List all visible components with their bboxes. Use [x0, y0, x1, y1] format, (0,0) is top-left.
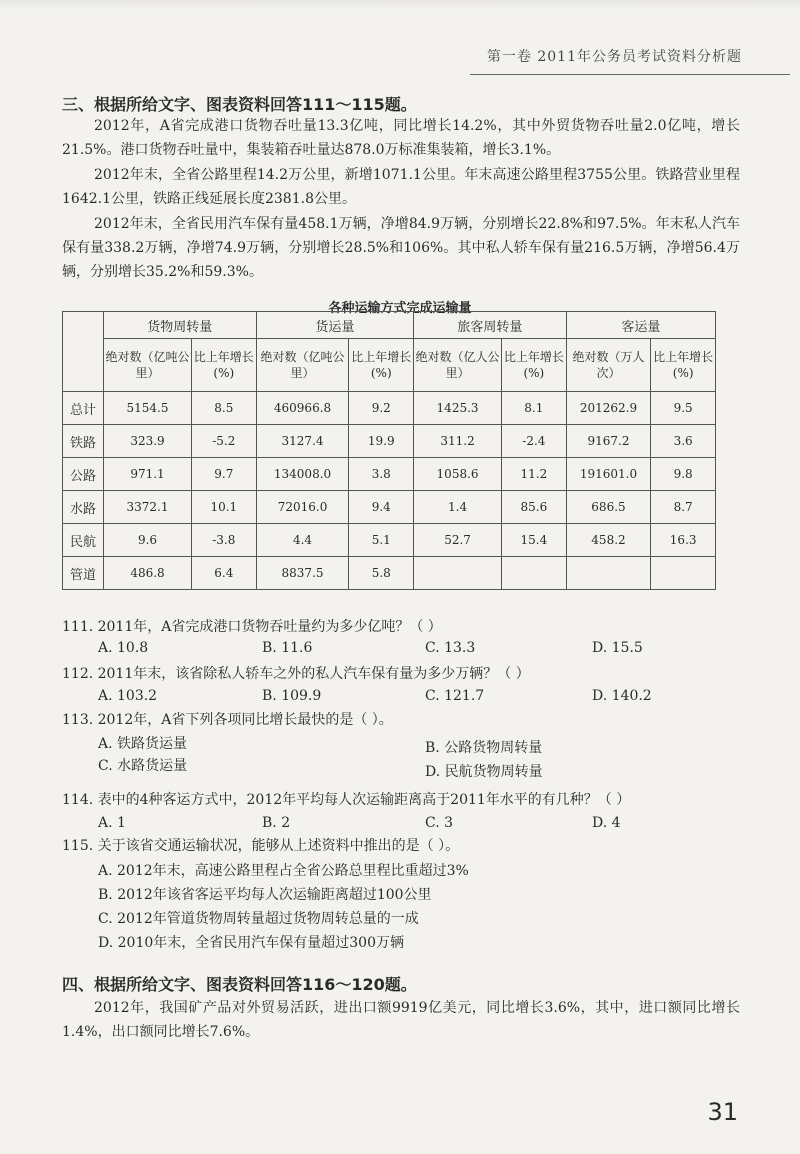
- table-body: [63, 392, 716, 590]
- section-4-paragraph: 2012年，我国矿产品对外贸易活跃，进出口额9919亿美元，同比增长3.6%，其中，进口额同比增长1.4%，出口额同比增长7.6%。: [62, 1000, 740, 1040]
- row-label: 民航: [63, 524, 104, 557]
- question-113-option-d[interactable]: D. 民航货物周转量: [425, 764, 543, 780]
- table-cell: 9.5: [651, 392, 716, 425]
- question-114-option-a[interactable]: A. 1: [98, 815, 126, 831]
- section-3-paragraph-1: 2012年，A省完成港口货物吞吐量13.3亿吨，同比增长14.2%，其中外贸货物吞吐量2.0亿吨，增长21.5%。港口货物吞吐量中，集装箱吞吐量达878.0万标准集装箱，增长3.1%。: [62, 118, 740, 158]
- table-title: 各种运输方式完成运输量: [328, 301, 472, 316]
- table-cell: 9.6: [104, 524, 192, 557]
- question-112-option-b[interactable]: B. 109.9: [262, 688, 322, 704]
- table-cell: 1.4: [414, 491, 502, 524]
- question-112-option-d[interactable]: D. 140.2: [592, 688, 652, 704]
- table-cell: 16.3: [651, 524, 716, 557]
- sub-header: 比上年增长(%): [502, 339, 567, 392]
- sub-header: 绝对数（亿吨公里）: [104, 339, 192, 392]
- table-cell: 3372.1: [104, 491, 192, 524]
- scan-top-edge: [0, 0, 800, 10]
- row-label: 水路: [63, 491, 104, 524]
- page-number: 31: [707, 1098, 738, 1126]
- table-row: [63, 491, 716, 524]
- question-114-option-c[interactable]: C. 3: [425, 815, 454, 831]
- question-111-option-d[interactable]: D. 15.5: [592, 640, 643, 656]
- question-113-option-c[interactable]: C. 水路货运量: [98, 758, 188, 774]
- table-cell: 5154.5: [104, 392, 192, 425]
- question-115-option-c[interactable]: C. 2012年管道货物周转量超过货物周转总量的一成: [98, 911, 419, 927]
- sub-header: 绝对数（亿人公里）: [414, 339, 502, 392]
- table-row: [63, 524, 716, 557]
- table-cell: [502, 557, 567, 590]
- running-header: 第一卷 2011年公务员考试资料分析题: [486, 49, 742, 65]
- table-cell: 1058.6: [414, 458, 502, 491]
- question-112-option-c[interactable]: C. 121.7: [425, 688, 485, 704]
- group-header: 货运量: [256, 312, 413, 339]
- table-cell: 8.5: [192, 392, 257, 425]
- table-cell: -5.2: [192, 425, 257, 458]
- table-cell: -3.8: [192, 524, 257, 557]
- section-3-paragraph-2: 2012年末，全省公路里程14.2万公里，新增1071.1公里。年末高速公路里程3755公里。铁路营业里程1642.1公里，铁路正线延展长度2381.8公里。: [62, 167, 740, 207]
- row-label: 管道: [63, 557, 104, 590]
- table-cell: 3127.4: [256, 425, 349, 458]
- table-cell: 9.8: [651, 458, 716, 491]
- table-cell: 11.2: [502, 458, 567, 491]
- table-cell: 8.7: [651, 491, 716, 524]
- table-cell: 323.9: [104, 425, 192, 458]
- table-cell: 9.2: [349, 392, 414, 425]
- table-cell: 134008.0: [256, 458, 349, 491]
- question-113: 113. 2012年，A省下列各项同比增长最快的是（ ）。: [62, 712, 393, 728]
- table-cell: 191601.0: [566, 458, 651, 491]
- question-115-option-d[interactable]: D. 2010年末，全省民用汽车保有量超过300万辆: [98, 935, 404, 951]
- table-cell: -2.4: [502, 425, 567, 458]
- table-row: [63, 557, 716, 590]
- table-cell: 8837.5: [256, 557, 349, 590]
- question-115-option-b[interactable]: B. 2012年该省客运平均每人次运输距离超过100公里: [98, 887, 432, 903]
- table-cell: 201262.9: [566, 392, 651, 425]
- table-cell: 9.4: [349, 491, 414, 524]
- table-cell: 686.5: [566, 491, 651, 524]
- section-3-title: 三、根据所给文字、图表资料回答111～115题。: [62, 95, 417, 114]
- transport-table: [62, 311, 716, 590]
- question-113-option-a[interactable]: A. 铁路货运量: [98, 736, 188, 752]
- table-cell: [414, 557, 502, 590]
- section-3-paragraph-3: 2012年末，全省民用汽车保有量458.1万辆，净增84.9万辆，分别增长22.8%和97.5%。年末私人汽车保有量338.2万辆，净增74.9万辆，分别增长28.5%和106%。其中私人轿车保有量216.5万辆，净增56.4万辆，分别增长35.2%和59.3%。: [62, 216, 740, 280]
- table-cell: 4.4: [256, 524, 349, 557]
- table-cell: 52.7: [414, 524, 502, 557]
- question-114: 114. 表中的4种客运方式中，2012年平均每人次运输距离高于2011年水平的有几种？（ ）: [62, 792, 631, 808]
- question-112: 112. 2011年末，该省除私人轿车之外的私人汽车保有量为多少万辆？（ ）: [62, 666, 530, 682]
- table-cell: 19.9: [349, 425, 414, 458]
- table-corner: [63, 312, 104, 392]
- table-cell: 458.2: [566, 524, 651, 557]
- row-label: 总计: [63, 392, 104, 425]
- question-111-option-c[interactable]: C. 13.3: [425, 640, 476, 656]
- header-rule: [470, 74, 790, 75]
- table-cell: 10.1: [192, 491, 257, 524]
- table-cell: 15.4: [502, 524, 567, 557]
- question-111-option-a[interactable]: A. 10.8: [98, 640, 149, 656]
- sub-header: 比上年增长(%): [192, 339, 257, 392]
- table-cell: 9167.2: [566, 425, 651, 458]
- question-111-option-b[interactable]: B. 11.6: [262, 640, 313, 656]
- table-cell: 8.1: [502, 392, 567, 425]
- question-113-option-b[interactable]: B. 公路货物周转量: [425, 740, 543, 756]
- sub-header: 绝对数（万人次）: [566, 339, 651, 392]
- table-cell: 1425.3: [414, 392, 502, 425]
- table-cell: 72016.0: [256, 491, 349, 524]
- section-4-title: 四、根据所给文字、图表资料回答116～120题。: [62, 975, 417, 994]
- row-label: 公路: [63, 458, 104, 491]
- question-114-option-b[interactable]: B. 2: [262, 815, 291, 831]
- table-cell: 5.8: [349, 557, 414, 590]
- table-cell: 6.4: [192, 557, 257, 590]
- table-cell: [566, 557, 651, 590]
- table-cell: 311.2: [414, 425, 502, 458]
- question-111: 111. 2011年，A省完成港口货物吞吐量约为多少亿吨？（ ）: [62, 619, 442, 635]
- group-header: 客运量: [566, 312, 715, 339]
- table-cell: 85.6: [502, 491, 567, 524]
- table-cell: 3.6: [651, 425, 716, 458]
- table-cell: 5.1: [349, 524, 414, 557]
- table-cell: 460966.8: [256, 392, 349, 425]
- table-cell: 486.8: [104, 557, 192, 590]
- table-cell: 971.1: [104, 458, 192, 491]
- table-cell: 9.7: [192, 458, 257, 491]
- table-row: [63, 425, 716, 458]
- question-115-option-a[interactable]: A. 2012年末，高速公路里程占全省公路总里程比重超过3%: [98, 863, 469, 879]
- table-row: [63, 458, 716, 491]
- question-112-option-a[interactable]: A. 103.2: [98, 688, 158, 704]
- row-label: 铁路: [63, 425, 104, 458]
- sub-header: 比上年增长(%): [349, 339, 414, 392]
- table-row: [63, 392, 716, 425]
- question-114-option-d[interactable]: D. 4: [592, 815, 621, 831]
- group-header: 旅客周转量: [414, 312, 567, 339]
- group-header: 货物周转量: [104, 312, 257, 339]
- question-115: 115. 关于该省交通运输状况，能够从上述资料中推出的是（ ）。: [62, 838, 460, 854]
- table-cell: [651, 557, 716, 590]
- table-cell: 3.8: [349, 458, 414, 491]
- sub-header: 绝对数（亿吨公里）: [256, 339, 349, 392]
- sub-header: 比上年增长(%): [651, 339, 716, 392]
